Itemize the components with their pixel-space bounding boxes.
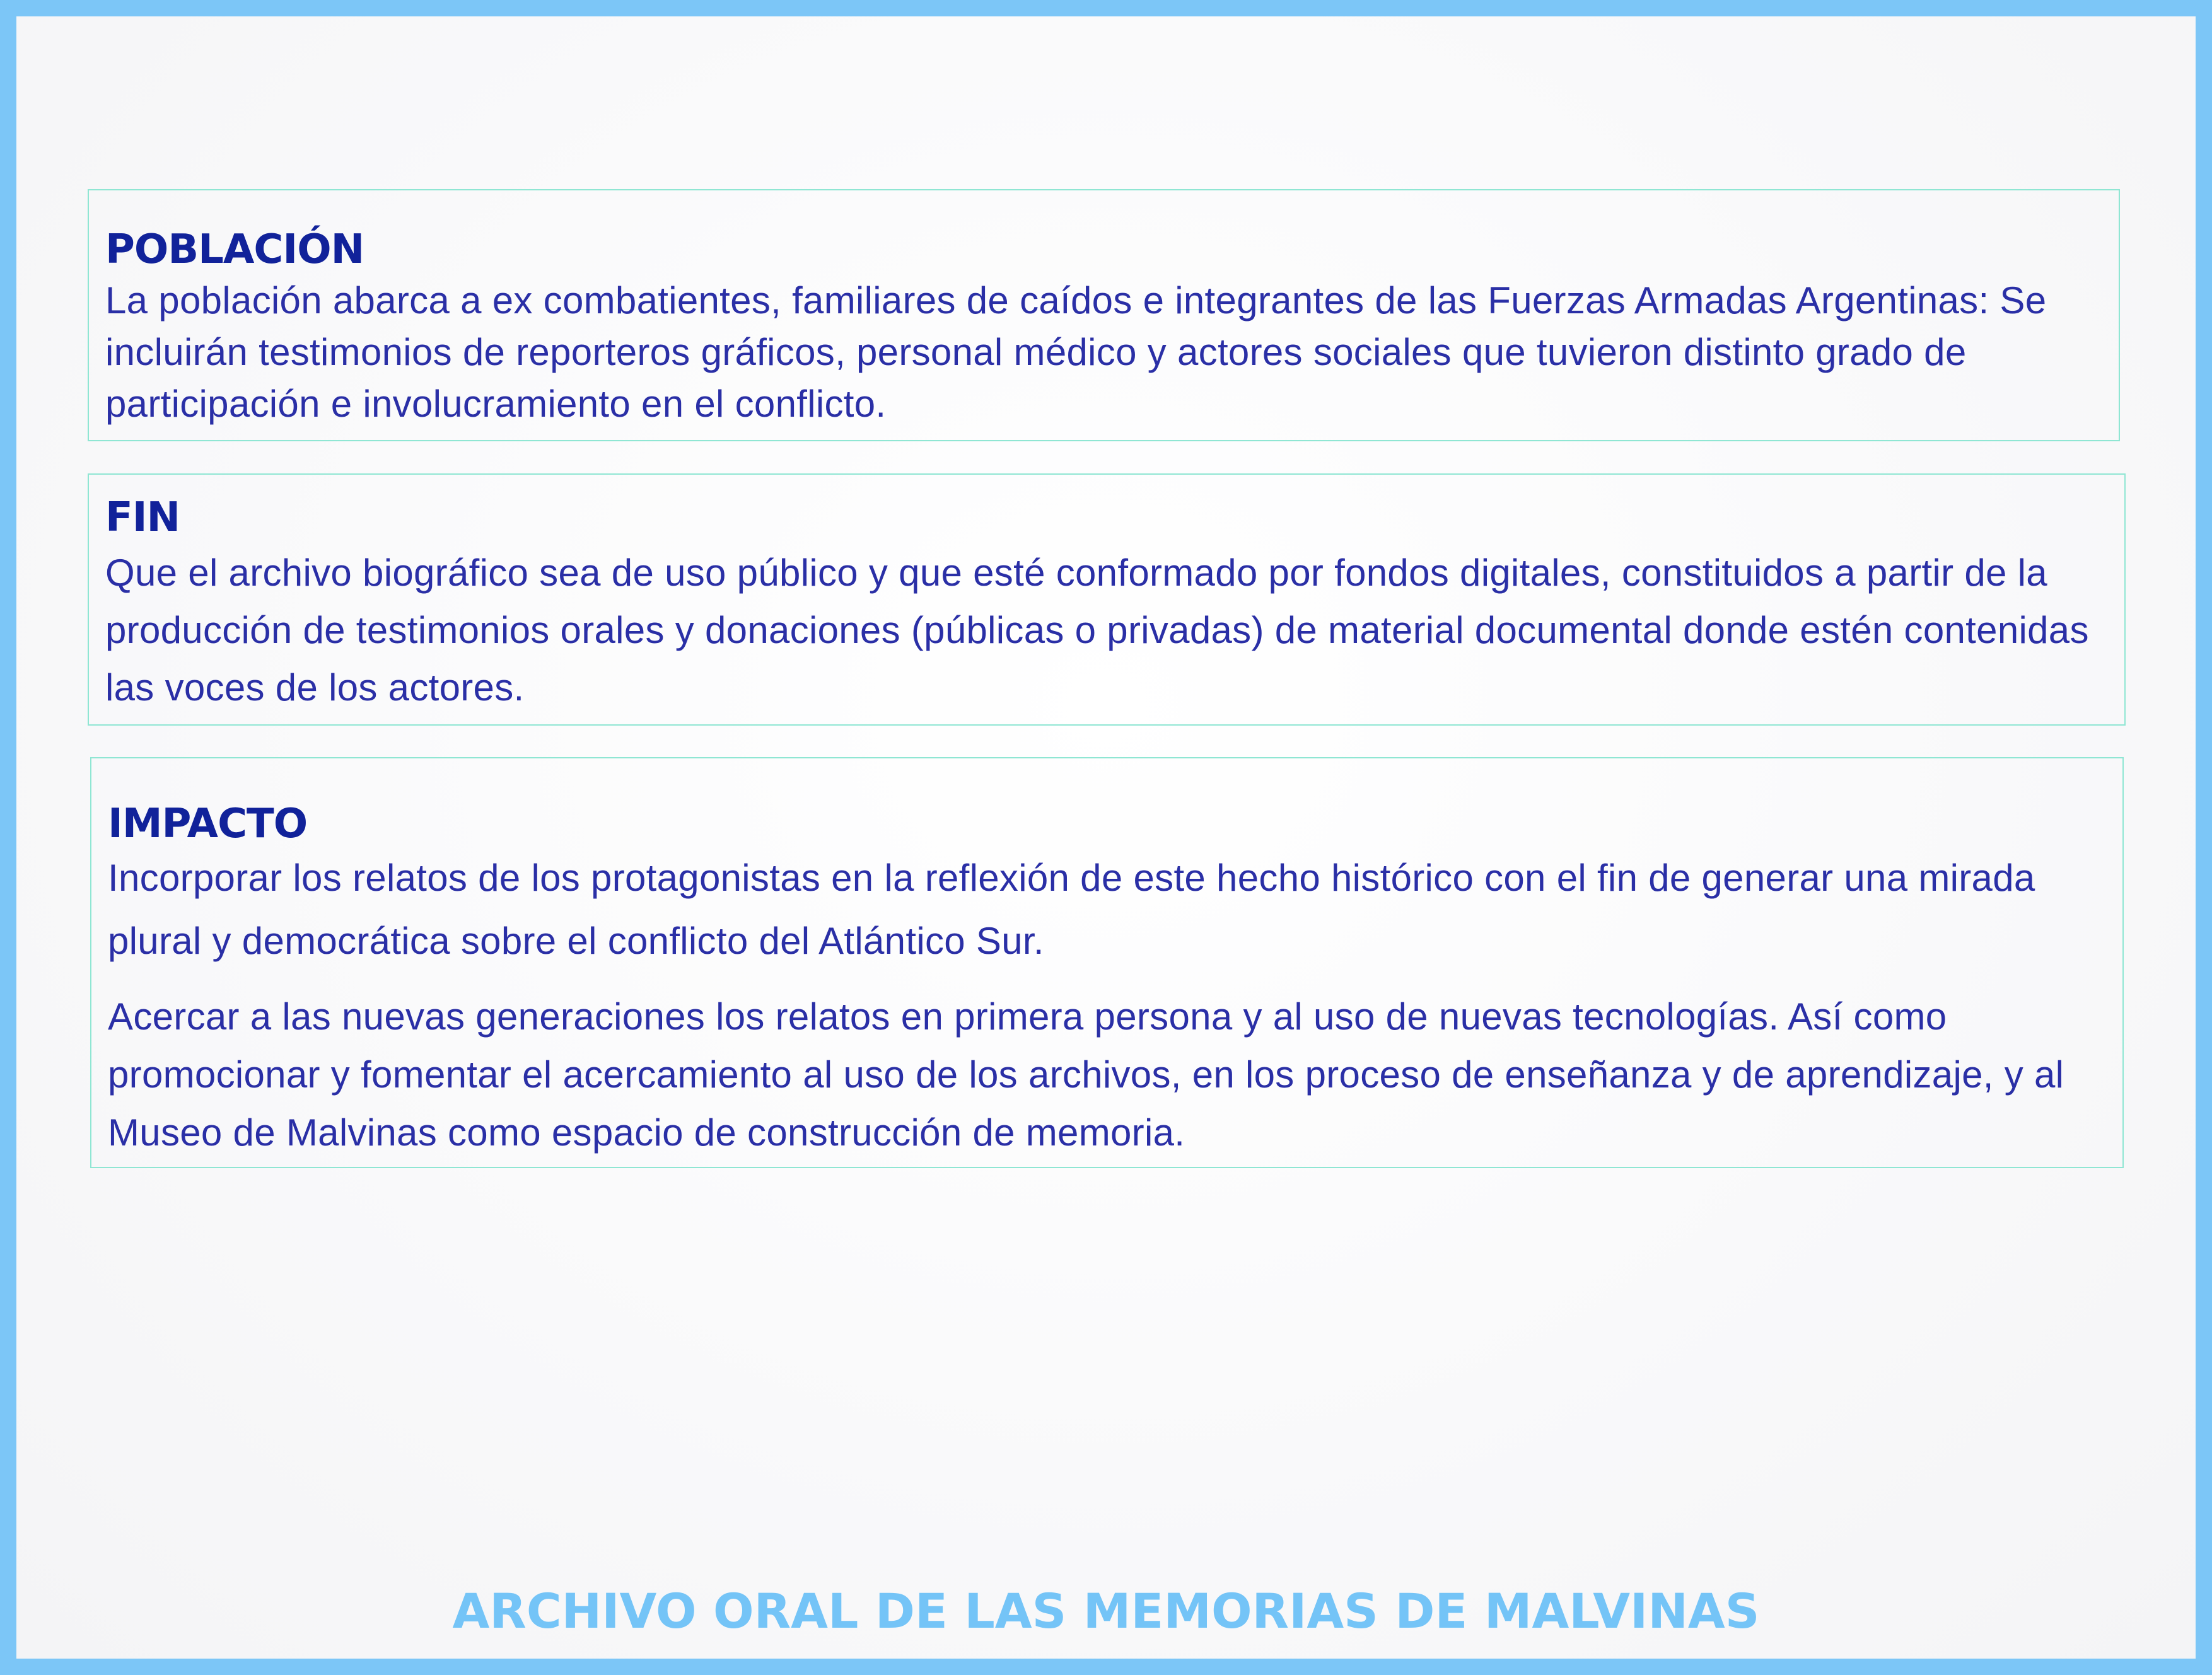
section-text-fin: Que el archivo biográfico sea de uso público y que esté conformado por fondos digitales, constituidos a partir de la producción de testimonios orales y donaciones (públicas o privadas) de material documental donde estén contenidas las voces de los actores. [105,552,2089,709]
section-fin [88,473,2126,726]
section-impacto [90,757,2124,1168]
section-title-poblacion: POBLACIÓN [105,226,364,273]
footer-title: ARCHIVO ORAL DE LAS MEMORIAS DE MALVINAS [452,1583,1760,1639]
section-text-impacto-2: Acercar a las nuevas generaciones los relatos en primera persona y al uso de nuevas tecnologías. Así como promocionar y fomentar el acercamiento al uso de los archivos, en los proceso de enseñanza y de aprendizaje, y al Museo de Malvinas como espacio de construcción de memoria. [108,995,2064,1154]
page [16,16,2196,1659]
section-title-fin: FIN [105,494,180,541]
section-title-impacto: IMPACTO [108,801,308,847]
section-text-poblacion: La población abarca a ex combatientes, familiares de caídos e integrantes de las Fuerzas Armadas Argentinas: Se incluirán testimonios de reporteros gráficos, personal médico y actores sociales que tuvieron distinto grado de participación e involucramiento en el conflicto. [105,279,2047,425]
section-poblacion [88,189,2120,441]
section-text-impacto-1: Incorporar los relatos de los protagonistas en la reflexión de este hecho histórico con el fin de generar una mirada plural y democrática sobre el conflicto del Atlántico Sur. [108,857,2035,962]
